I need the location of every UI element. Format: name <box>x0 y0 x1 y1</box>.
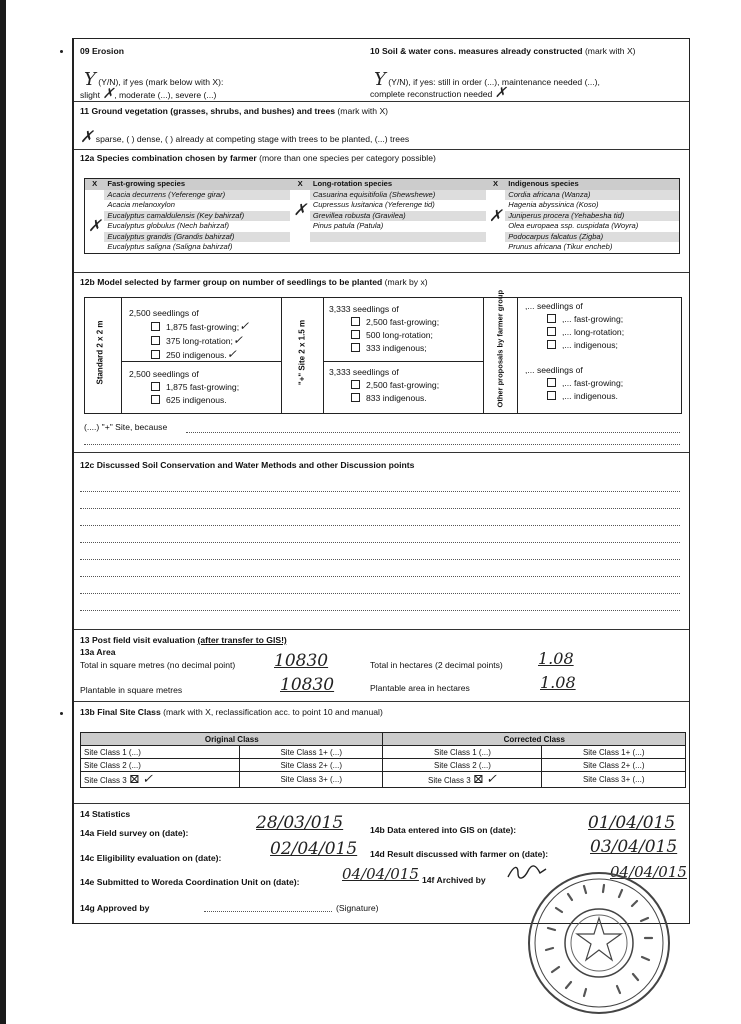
checkbox[interactable] <box>151 350 160 359</box>
class-cell[interactable]: Site Class 1+ (...) <box>239 746 383 759</box>
species-fast-item: Acacia melanoxylon <box>107 200 175 209</box>
model-title-row <box>80 277 428 287</box>
species-long-head: Long-rotation species <box>310 179 486 190</box>
erosion-yn-value: Y <box>84 69 96 90</box>
class-cell[interactable]: Site Class 1 (...) <box>81 746 240 759</box>
species-fast-mark: ✗ <box>88 216 102 235</box>
model-title-suffix: (mark by x) <box>384 277 428 287</box>
class-label: Site Class 3 <box>84 776 127 785</box>
plus-option-1-head: 3,333 seedlings of <box>329 304 399 314</box>
model-title: 12b Model selected by farmer group on number of seedlings to be planted <box>80 277 383 287</box>
divider <box>74 452 689 453</box>
class-cell-selected[interactable] <box>81 772 240 788</box>
option-item: ,... indigenous; <box>562 340 618 350</box>
check-mark: ✓ <box>226 347 237 361</box>
class-cell[interactable]: Site Class 2+ (...) <box>542 759 686 772</box>
species-fast-item: Eucalyptus grandis (Grandis bahirzaf) <box>104 232 290 243</box>
plantable-ha-value: 1.08 <box>540 673 576 692</box>
scan-edge <box>0 0 6 1024</box>
stats-14d-value: 03/04/015 <box>590 837 678 857</box>
species-indig-item: Juniperus procera (Yehabesha tid) <box>505 211 679 222</box>
species-long-item: Cupressus lusitanica (Yeferenge tid) <box>312 200 435 209</box>
post-title: 13 Post field visit evaluation <box>80 635 196 645</box>
area-title: 13a Area <box>80 647 116 657</box>
check-mark: ✓ <box>239 319 250 333</box>
checkbox[interactable] <box>151 382 160 391</box>
ha-label: Total in hectares (2 decimal points) <box>370 660 503 670</box>
erosion-level-moderate: moderate (...) <box>118 90 171 100</box>
soil-water-line2-row <box>370 85 506 101</box>
option-item: 333 indigenous; <box>366 343 427 353</box>
stats-14b-label: 14b Data entered into GIS on (date): <box>370 825 517 835</box>
standard-option-2 <box>129 368 239 407</box>
stats-14f-label: 14f Archived by <box>422 875 486 885</box>
species-title: 12a Species combination chosen by farmer <box>80 153 257 163</box>
class-cell-selected[interactable] <box>383 772 542 788</box>
model-box <box>84 289 682 414</box>
checkbox[interactable] <box>547 391 556 400</box>
stats-14a-value: 28/03/015 <box>256 813 344 833</box>
class-cell[interactable]: Site Class 1 (...) <box>383 746 542 759</box>
other-option-2 <box>525 364 623 403</box>
discussion-line[interactable] <box>80 508 680 509</box>
checkbox[interactable] <box>351 330 360 339</box>
sqm-label: Total in square metres (no decimal point) <box>80 660 236 670</box>
species-indig-item: Cordia africana (Wanza) <box>505 190 679 201</box>
x-mark: ⊠ <box>472 772 484 787</box>
class-cell[interactable]: Site Class 1+ (...) <box>542 746 686 759</box>
soil-water-yn-text: (Y/N), if yes: still in order (...), maintenance needed (...), <box>388 77 600 87</box>
checkbox[interactable] <box>547 378 556 387</box>
species-fast-item: Eucalyptus saligna (Saligna bahirzaf) <box>107 242 233 251</box>
species-indig-item: Prunus africana (Tikur encheb) <box>508 242 613 251</box>
option-item: ,... indigenous. <box>562 391 618 401</box>
ha-value: 1.08 <box>538 649 574 668</box>
post-title-suffix: (after transfer to GIS!) <box>197 635 287 645</box>
plantable-sqm-label: Plantable in square metres <box>80 685 183 695</box>
class-cell[interactable]: Site Class 2+ (...) <box>239 759 383 772</box>
discussion-line[interactable] <box>80 525 680 526</box>
soil-water-yn-value: Y <box>374 69 386 90</box>
final-class-title-row <box>80 707 383 717</box>
species-indig-item: Hagenia abyssinica (Koso) <box>508 200 599 209</box>
species-fast-item: Eucalyptus globulus (Nech bahirzaf) <box>107 221 229 230</box>
other-option-2-head: ,... seedlings of <box>525 365 583 375</box>
stats-14a-label: 14a Field survey on (date): <box>80 828 189 838</box>
species-indig-item: Olea europaea ssp. cuspidata (Woyra) <box>508 221 639 230</box>
species-fast-head: Fast-growing species <box>104 179 290 190</box>
option-item: 2,500 fast-growing; <box>366 380 440 390</box>
standard-label: Standard 2 x 2 m <box>95 320 105 385</box>
option-item: 833 indigenous. <box>366 393 427 403</box>
class-cell[interactable]: Site Class 2 (...) <box>81 759 240 772</box>
stats-14c-label: 14c Eligibility evaluation on (date): <box>80 853 222 863</box>
option-item: ,... long-rotation; <box>562 327 625 337</box>
stats-14e-label: 14e Submitted to Woreda Coordination Unit on (date): <box>80 877 300 887</box>
original-class-head: Original Class <box>81 733 383 746</box>
soil-water-title: 10 Soil & water cons. measures already constructed <box>370 46 583 56</box>
species-title-suffix: (more than one species per category possible) <box>259 153 436 163</box>
erosion-title: 09 Erosion <box>80 46 124 56</box>
species-x-head: X <box>85 179 105 190</box>
species-title-row <box>80 153 436 163</box>
option-item: 2,500 fast-growing; <box>366 317 440 327</box>
discussion-line[interactable] <box>80 593 680 594</box>
checkbox[interactable] <box>351 393 360 402</box>
because-line[interactable] <box>84 444 680 445</box>
plus-site-because: (....) "+" Site, because <box>84 422 168 432</box>
species-x-head: X <box>290 179 309 190</box>
standard-option-1 <box>129 307 249 362</box>
stats-14b-value: 01/04/015 <box>588 813 676 833</box>
species-table <box>84 178 680 254</box>
class-label: Site Class 3 <box>427 776 471 785</box>
option-item: ,... fast-growing; <box>562 378 624 388</box>
stats-14g-label: 14g Approved by <box>80 903 150 913</box>
final-class-title-suffix: (mark with X, reclassification acc. to point 10 and manual) <box>163 707 383 717</box>
divider <box>74 101 689 102</box>
final-class-title: 13b Final Site Class <box>80 707 161 717</box>
form-page <box>72 38 690 924</box>
class-cell[interactable]: Site Class 3+ (...) <box>239 772 383 788</box>
divider <box>74 149 689 150</box>
because-line[interactable] <box>186 432 680 433</box>
other-option-1 <box>525 300 624 352</box>
ground-veg-options: sparse, ( ) dense, ( ) already at competing stage with trees to be planted, (...) trees <box>95 134 410 144</box>
plus-option-2-head: 3,333 seedlings of <box>329 367 399 377</box>
ground-veg-title-suffix: (mark with X) <box>337 106 389 116</box>
plus-site-label: "+" Site 2 x 1.5 m <box>297 319 307 386</box>
margin-dot <box>60 50 63 53</box>
checkbox[interactable] <box>351 380 360 389</box>
plantable-sqm-value: 10830 <box>280 675 335 695</box>
margin-dot <box>60 712 63 715</box>
official-stamp <box>524 868 674 1020</box>
option-item: 1,875 fast-growing; <box>166 322 240 332</box>
discussion-title: 12c Discussed Soil Conservation and Water Methods and other Discussion points <box>80 460 415 470</box>
checkbox[interactable] <box>151 336 160 345</box>
stats-14e-value: 04/04/015 <box>342 865 419 883</box>
check-mark: ✓ <box>232 333 243 347</box>
divider <box>74 629 689 630</box>
checkbox[interactable] <box>547 314 556 323</box>
erosion-yn-text: (Y/N), if yes (mark below with X): <box>98 77 224 87</box>
discussion-line[interactable] <box>80 491 680 492</box>
divider <box>74 803 689 804</box>
checkbox[interactable] <box>151 395 160 404</box>
option-item: 500 long-rotation; <box>366 330 433 340</box>
ground-veg-mark: ✗ <box>80 127 94 146</box>
class-cell[interactable]: Site Class 2 (...) <box>383 759 542 772</box>
divider <box>74 701 689 702</box>
corrected-class-head: Corrected Class <box>383 733 686 746</box>
soil-water-mark: ✗ <box>494 85 507 101</box>
ground-veg-options-row <box>80 127 409 146</box>
other-proposals-label: Other proposals by farmer group <box>495 289 505 408</box>
stats-14c-value: 02/04/015 <box>270 839 358 859</box>
checkbox[interactable] <box>547 340 556 349</box>
species-indig-head: Indigenous species <box>505 179 679 190</box>
species-indig-mark: ✗ <box>488 205 503 225</box>
option-item: 250 indigenous. <box>166 350 227 360</box>
standard-option-2-head: 2,500 seedlings of <box>129 369 199 379</box>
discussion-line[interactable] <box>80 610 680 611</box>
check-mark: ✓ <box>142 772 153 787</box>
species-long-item: Grevillea robusta (Gravilea) <box>310 211 486 222</box>
species-x-head: X <box>486 179 505 190</box>
post-title-row <box>80 635 287 645</box>
option-item: ,... fast-growing; <box>562 314 624 324</box>
checkbox[interactable] <box>351 317 360 326</box>
signature-label: (Signature) <box>336 903 379 913</box>
option-item: 375 long-rotation; <box>166 336 233 346</box>
checkbox[interactable] <box>547 327 556 336</box>
discussion-line[interactable] <box>80 542 680 543</box>
ground-veg-title: 11 Ground vegetation (grasses, shrubs, and bushes) and trees <box>80 106 336 116</box>
standard-option-1-head: 2,500 seedlings of <box>129 308 199 318</box>
erosion-levels: slight ✗, moderate (...), severe (...) <box>80 86 217 102</box>
soil-water-line2: complete reconstruction needed <box>370 89 493 99</box>
x-mark: ⊠ <box>128 772 140 787</box>
stats-14d-label: 14d Result discussed with farmer on (date): <box>370 849 549 859</box>
check-mark: ✓ <box>486 772 497 787</box>
option-item: 625 indigenous. <box>166 395 227 405</box>
soil-water-title-suffix: (mark with X) <box>584 46 636 56</box>
ground-veg-title-row <box>80 106 388 116</box>
checkbox[interactable] <box>151 322 160 331</box>
erosion-level-slight: slight <box>80 90 101 100</box>
species-fast-item: Eucalyptus camaldulensis (Key bahirzaf) <box>104 211 290 222</box>
erosion-mark: ✗ <box>102 86 115 102</box>
discussion-line[interactable] <box>80 576 680 577</box>
stats-title: 14 Statistics <box>80 809 131 819</box>
species-long-mark: ✗ <box>293 200 307 220</box>
plantable-ha-label: Plantable area in hectares <box>370 683 470 693</box>
sqm-value: 10830 <box>274 651 329 671</box>
plus-option-1 <box>329 303 439 355</box>
erosion-level-severe: severe (...) <box>175 90 217 100</box>
class-cell[interactable]: Site Class 3+ (...) <box>542 772 686 788</box>
stats-14f-value: 04/04/015 <box>610 863 687 881</box>
signature-line[interactable] <box>204 911 332 912</box>
option-item: 1,875 fast-growing; <box>166 382 240 392</box>
divider <box>74 272 689 273</box>
species-long-item: Pinus patula (Patula) <box>312 221 384 230</box>
site-class-table <box>80 732 686 788</box>
species-fast-item: Acacia decurrens (Yeferenge girar) <box>104 190 290 201</box>
species-indig-item: Podocarpus falcatus (Zigba) <box>505 232 679 243</box>
soil-water-title-row <box>370 46 636 56</box>
plus-option-2 <box>329 366 439 405</box>
discussion-line[interactable] <box>80 559 680 560</box>
other-option-1-head: ,... seedlings of <box>525 301 583 311</box>
species-long-item: Casuarina equisitifolia (Shewshewe) <box>310 190 486 201</box>
checkbox[interactable] <box>351 343 360 352</box>
